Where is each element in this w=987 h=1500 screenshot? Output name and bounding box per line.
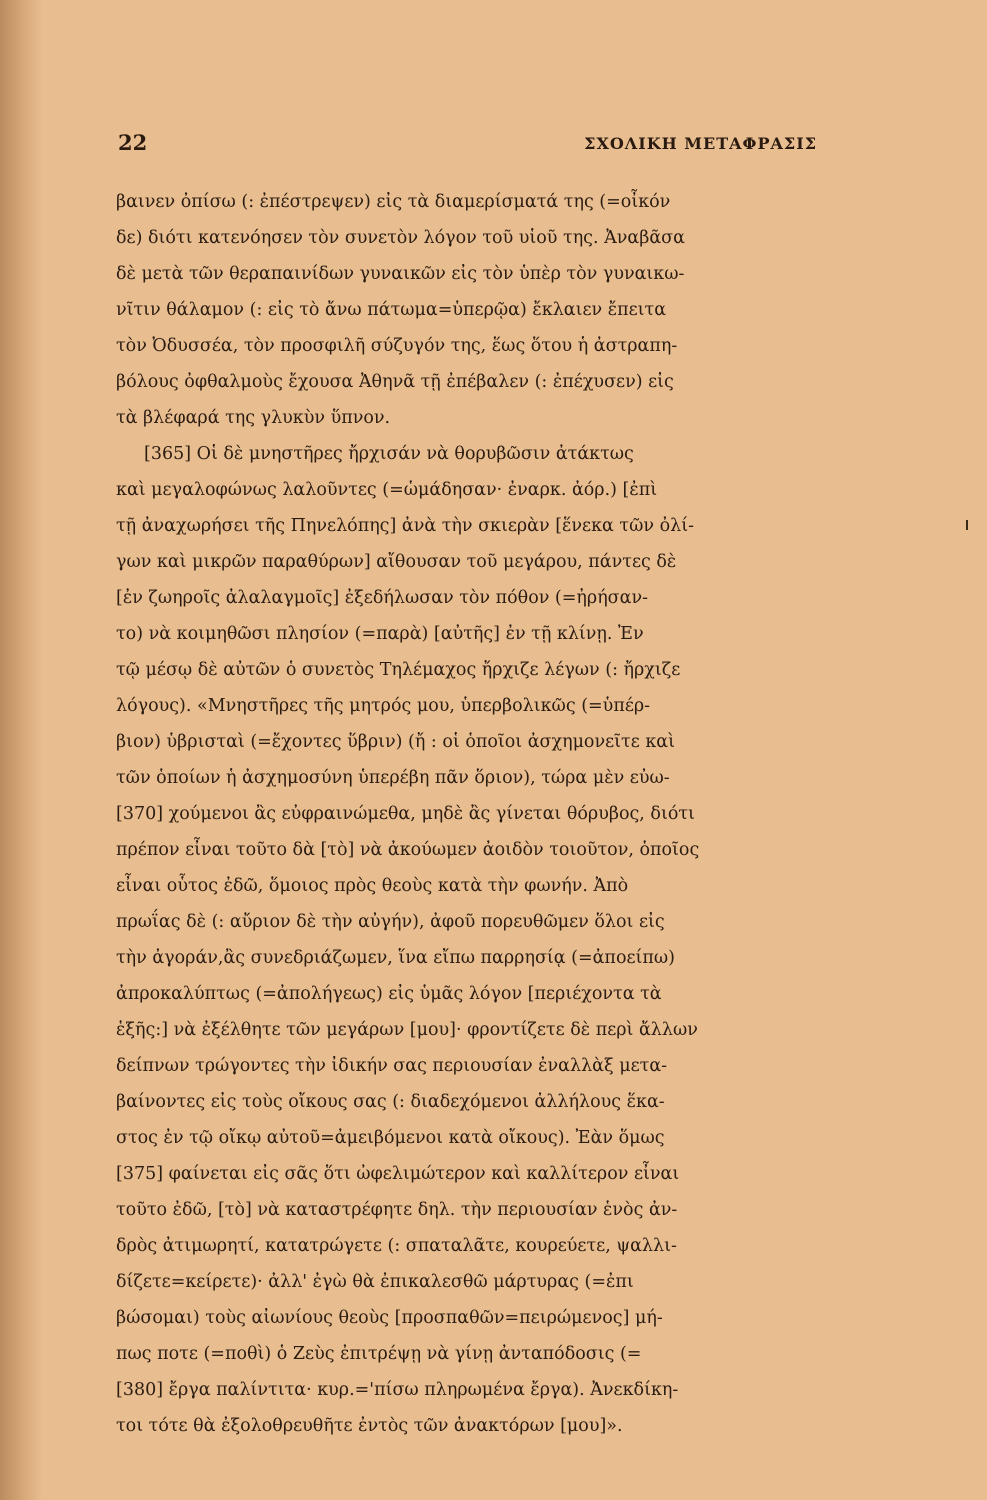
text-line: βαίνοντες εἰς τοὺς οἴκους σας (: διαδεχόμενοι ἀλλήλους ἕκα-: [116, 1092, 665, 1112]
text-line: τῷ μέσῳ δὲ αὐτῶν ὁ συνετὸς Τηλέμαχος ἤρχιζε λέγων (: ἤρχιζε: [116, 660, 681, 680]
text-line: βώσομαι) τοὺς αἰωνίους θεοὺς [προσπαθῶν=πειρώμενος] μή-: [116, 1308, 663, 1328]
margin-mark: [966, 520, 968, 530]
page-fold-shadow: [0, 0, 42, 1500]
text-line: γων καὶ μικρῶν παραθύρων] αἴθουσαν τοῦ μεγάρου, πάντες δὲ: [116, 552, 677, 572]
text-line: ἀπροκαλύπτως (=ἀπολήγεως) εἰς ὑμᾶς λόγον [περιέχοντα τὰ: [116, 984, 662, 1004]
text-line: τὰ βλέφαρά της γλυκὺν ὕπνον.: [116, 408, 391, 428]
text-line: ἑξῆς:] νὰ ἐξέλθητε τῶν μεγάρων [μου]· φροντίζετε δὲ περὶ ἄλλων: [116, 1020, 698, 1040]
text-line: νῖτιν θάλαμον (: εἰς τὸ ἄνω πάτωμα=ὑπερῷα) ἔκλαιεν ἔπειτα: [116, 300, 667, 320]
text-line: το) νὰ κοιμηθῶσι πλησίον (=παρὰ) [αὐτῆς] ἐν τῇ κλίνῃ. Ἐν: [116, 624, 644, 644]
text-line: [370] χούμενοι ἂς εὐφραινώμεθα, μηδὲ ἂς γίνεται θόρυβος, διότι: [116, 804, 695, 824]
text-line: τῇ ἀναχωρήσει τῆς Πηνελόπης] ἀνὰ τὴν σκιερὰν [ἕνεκα τῶν ὀλί-: [116, 516, 694, 536]
text-line: καὶ μεγαλοφώνως λαλοῦντες (=ὡμάδησαν· ἐναρκ. ἀόρ.) [ἐπὶ: [116, 480, 658, 500]
text-line: [375] φαίνεται εἰς σᾶς ὅτι ὠφελιμώτερον καὶ καλλίτερον εἶναι: [116, 1164, 680, 1184]
page-header: [118, 130, 817, 166]
text-line: [365] Οἱ δὲ μνηστῆρες ἤρχισάν νὰ θορυβῶσιν ἀτάκτως: [144, 444, 634, 464]
page-number: 22: [118, 130, 148, 155]
text-line: [ἐν ζωηροῖς ἀλαλαγμοῖς] ἐξεδήλωσαν τὸν πόθον (=ἠρήσαν-: [116, 588, 648, 608]
text-line: δρὸς ἀτιμωρητί, κατατρώγετε (: σπαταλᾶτε, κουρεύετε, ψαλλι-: [116, 1236, 677, 1256]
text-line: πως ποτε (=ποθὶ) ὁ Ζεὺς ἐπιτρέψῃ νὰ γίνῃ ἀνταπόδοσις (=: [116, 1344, 642, 1364]
text-line: δε) διότι κατενόησεν τὸν συνετὸν λόγον τοῦ υἱοῦ της. Ἀναβᾶσα: [116, 228, 685, 248]
body-text: [116, 184, 828, 1444]
text-line: δίζετε=κείρετε)· ἀλλ' ἐγὼ θὰ ἐπικαλεσθῶ μάρτυρας (=ἐπι: [116, 1272, 634, 1292]
text-line: τῶν ὁποίων ἡ ἀσχημοσύνη ὑπερέβη πᾶν ὅριον), τώρα μὲν εὐω-: [116, 768, 670, 788]
running-head: ΣΧΟΛΙΚΗ ΜΕΤΑΦΡΑΣΙΣ: [584, 134, 817, 153]
text-line: βόλους ὀφθαλμοὺς ἔχουσα Ἀθηνᾶ τῇ ἐπέβαλεν (: ἐπέχυσεν) εἰς: [116, 372, 674, 392]
text-line: δείπνων τρώγοντες τὴν ἰδικήν σας περιουσίαν ἐναλλὰξ μετα-: [116, 1056, 668, 1076]
text-line: δὲ μετὰ τῶν θεραπαινίδων γυναικῶν εἰς τὸν ὑπὲρ τὸν γυναικω-: [116, 264, 685, 284]
text-line: λόγους). «Μνηστῆρες τῆς μητρός μου, ὑπερβολικῶς (=ὑπέρ-: [116, 696, 651, 716]
text-line: βαινεν ὀπίσω (: ἐπέστρεψεν) εἰς τὰ διαμερίσματά της (=οἶκόν: [116, 192, 671, 212]
text-line: [380] ἔργα παλίντιτα· κυρ.='πίσω πληρωμένα ἔργα). Ἀνεκδίκη-: [116, 1380, 679, 1400]
text-line: πρέπον εἶναι τοῦτο δὰ [τὸ] νὰ ἀκούωμεν ἀοιδὸν τοιοῦτον, ὁποῖος: [116, 840, 700, 860]
text-line: στος ἐν τῷ οἴκῳ αὐτοῦ=ἀμειβόμενοι κατὰ οἴκους). Ἐὰν ὅμως: [116, 1128, 665, 1148]
text-line: τὴν ἀγοράν,ἂς συνεδριάζωμεν, ἵνα εἴπω παρρησίᾳ (=ἀποείπω): [116, 948, 676, 968]
text-line: τοι τότε θὰ ἐξολοθρευθῆτε ἐντὸς τῶν ἀνακτόρων [μου]».: [116, 1416, 623, 1436]
text-line: τοῦτο ἐδῶ, [τὸ] νὰ καταστρέφητε δηλ. τὴν περιουσίαν ἑνὸς ἀν-: [116, 1200, 678, 1220]
text-line: πρωΐας δὲ (: αὔριον δὲ τὴν αὐγήν), ἀφοῦ πορευθῶμεν ὅλοι εἰς: [116, 912, 665, 932]
text-line: εἶναι οὗτος ἐδῶ, ὅμοιος πρὸς θεοὺς κατὰ τὴν φωνήν. Ἀπὸ: [116, 876, 629, 896]
text-line: βιον) ὑβρισταὶ (=ἔχοντες ὕβριν) (ἤ : οἱ ὁποῖοι ἀσχημονεῖτε καὶ: [116, 732, 675, 752]
text-line: τὸν Ὀδυσσέα, τὸν προσφιλῆ σύζυγόν της, ἕως ὅτου ἡ ἀστραπη-: [116, 336, 678, 356]
